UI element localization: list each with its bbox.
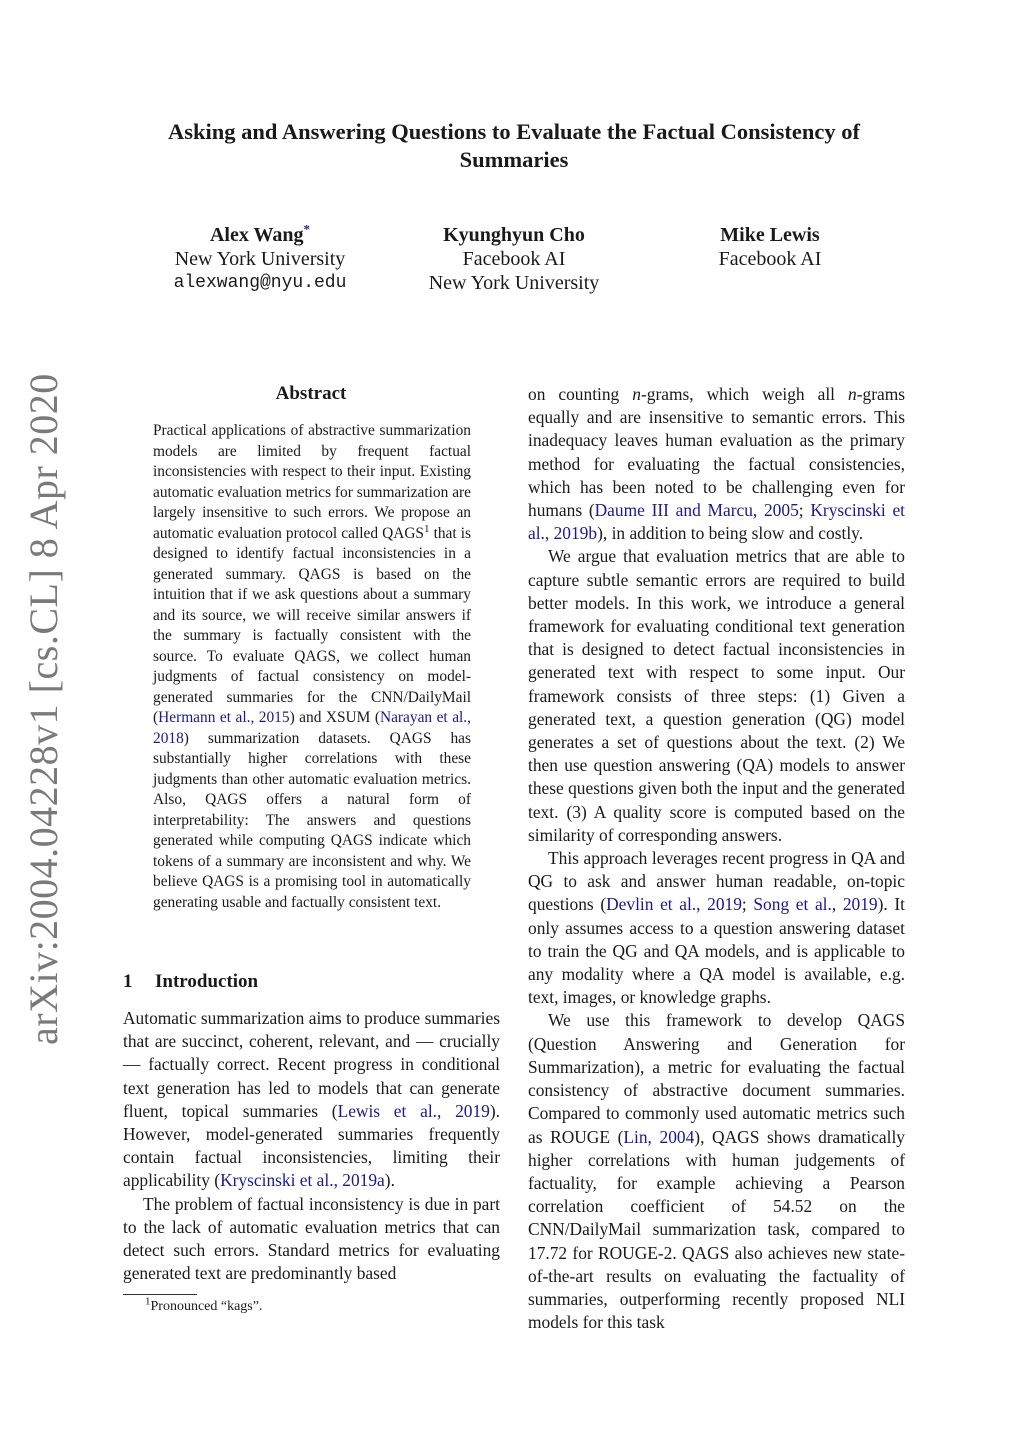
author-name: Kyunghyun Cho: [443, 224, 585, 246]
citation-link[interactable]: Kryscinski et al., 2019a: [220, 1170, 385, 1191]
section-heading: 1 Introduction: [123, 971, 259, 992]
citation-link[interactable]: Kryscinski et al., 2019b: [528, 500, 905, 544]
arxiv-identifier: arXiv:2004.04228v1 [cs.CL] 8 Apr 2020: [21, 373, 66, 1045]
footnote: $^1$Pronounced “kags”.: [145, 1295, 263, 1314]
paper-title: Asking and Answering Questions to Evaluate the Factual Consistency of Summaries: [168, 119, 860, 172]
paragraph: Automatic summarization aims to produce summaries that are succinct, coherent, relevant, and — crucially — factually correct. Recent progress in conditional text generation has led to models that can generate fluent, topical summaries (Lewis et al., 2019). However, model-generated summaries frequently contain factual inconsistencies, limiting their applicability (Kryscinski et al., 2019a).: [123, 1008, 500, 1191]
paragraph: We argue that evaluation metrics that are able to capture subtle semantic errors are required to build better models. In this work, we introduce a general framework for evaluating conditional text generation that is designed to detect factual inconsistencies in generated text with respect to some input. Our framework consists of three steps: (1) Given a generated text, a question generation (QG) model generates a set of questions about the text. (2) We then use question answering (QA) models to answer these questions given both the input and the generated text. (3) A quality score is computed based on the similarity of corresponding answers.: [528, 546, 905, 845]
author-affiliation: Facebook AI: [462, 248, 566, 270]
author-block-1: [160, 223, 360, 295]
author-name: Alex Wang*: [209, 221, 311, 246]
author-affiliation: New York University: [428, 272, 600, 294]
paragraph: The problem of factual inconsistency is due in part to the lack of automatic evaluation metrics that can detect such errors. Standard metrics for evaluating generated text are predominantly based: [123, 1193, 500, 1284]
paragraph: This approach leverages recent progress in QA and QG to ask and answer human readable, on-topic questions (Devlin et al., 2019; Song et al., 2019). It only assumes access to a question answering dataset to train the QG and QA models, and is applicable to any modality where a QA model is available, e.g. text, images, or knowledge graphs.: [528, 848, 905, 1008]
citation-link[interactable]: Daume III and Marcu, 2005: [594, 500, 799, 521]
abstract-heading: Abstract: [275, 383, 347, 404]
citation-link[interactable]: Song et al., 2019: [753, 894, 878, 915]
citation-link[interactable]: Lin, 2004: [623, 1126, 695, 1147]
abstract-body: Practical applications of abstractive summarization models are limited by frequent factual inconsistencies with respect to their input. Existing automatic evaluation metrics for summarization are largely insensitive to such errors. We propose an automatic evaluation protocol called QAGS$^1$ that is designed to identify factual inconsistencies in a generated summary. QAGS is based on the intuition that if we ask questions about a summary and its source, we will receive similar answers if the summary is factually consistent with the source. To evaluate QAGS, we collect human judgments of factual consistency on model-generated summaries for the CNN/DailyMail (Hermann et al., 2015) and XSUM (Narayan et al., 2018) summarization datasets. QAGS has substantially higher correlations with these judgments than other automatic evaluation metrics. Also, QAGS offers a natural form of interpretability: The answers and questions generated while computing QAGS indicate which tokens of a summary are inconsistent and why. We believe QAGS is a promising tool in automatically generating usable and factually consistent text.: [153, 422, 471, 911]
footnote-divider: [123, 1294, 197, 1295]
author-block-2: [414, 223, 614, 295]
author-affiliation: Facebook AI: [718, 248, 822, 270]
paragraph: We use this framework to develop QAGS (Question Answering and Generation for Summarization), a metric for evaluating the factual consistency of abstractive document summaries. Compared to commonly used automatic metrics such as ROUGE (Lin, 2004), QAGS shows dramatically higher correlations with human judgements of factuality, for example achieving a Pearson correlation coefficient of 54.52 on the CNN/DailyMail summarization task, compared to 17.72 for ROUGE-2. QAGS also achieves new state-of-the-art results on evaluating the factuality of summaries, outperforming recently proposed NLI models for this task: [528, 1010, 905, 1333]
author-affiliation: New York University: [174, 248, 346, 270]
author-email[interactable]: alexwang@nyu.edu: [173, 273, 347, 293]
author-block-3: [680, 223, 860, 271]
right-column-text: [528, 383, 905, 1334]
citation-link[interactable]: Hermann et al., 2015: [158, 709, 290, 726]
introduction-text: [123, 1007, 500, 1285]
citation-link[interactable]: Narayan et al., 2018: [153, 709, 471, 747]
citation-link[interactable]: Lewis et al., 2019: [337, 1100, 490, 1121]
paragraph: on counting n-grams, which weigh all n-grams equally and are insensitive to semantic errors. This inadequacy leaves human evaluation as the primary method for evaluating the factual consistencies, which has been noted to be challenging even for humans (Daume III and Marcu, 2005; Kryscinski et al., 2019b), in addition to being slow and costly.: [528, 384, 905, 544]
footnote-mark[interactable]: 1: [424, 522, 430, 535]
author-name: Mike Lewis: [720, 224, 820, 246]
citation-link[interactable]: Devlin et al., 2019: [606, 894, 742, 915]
